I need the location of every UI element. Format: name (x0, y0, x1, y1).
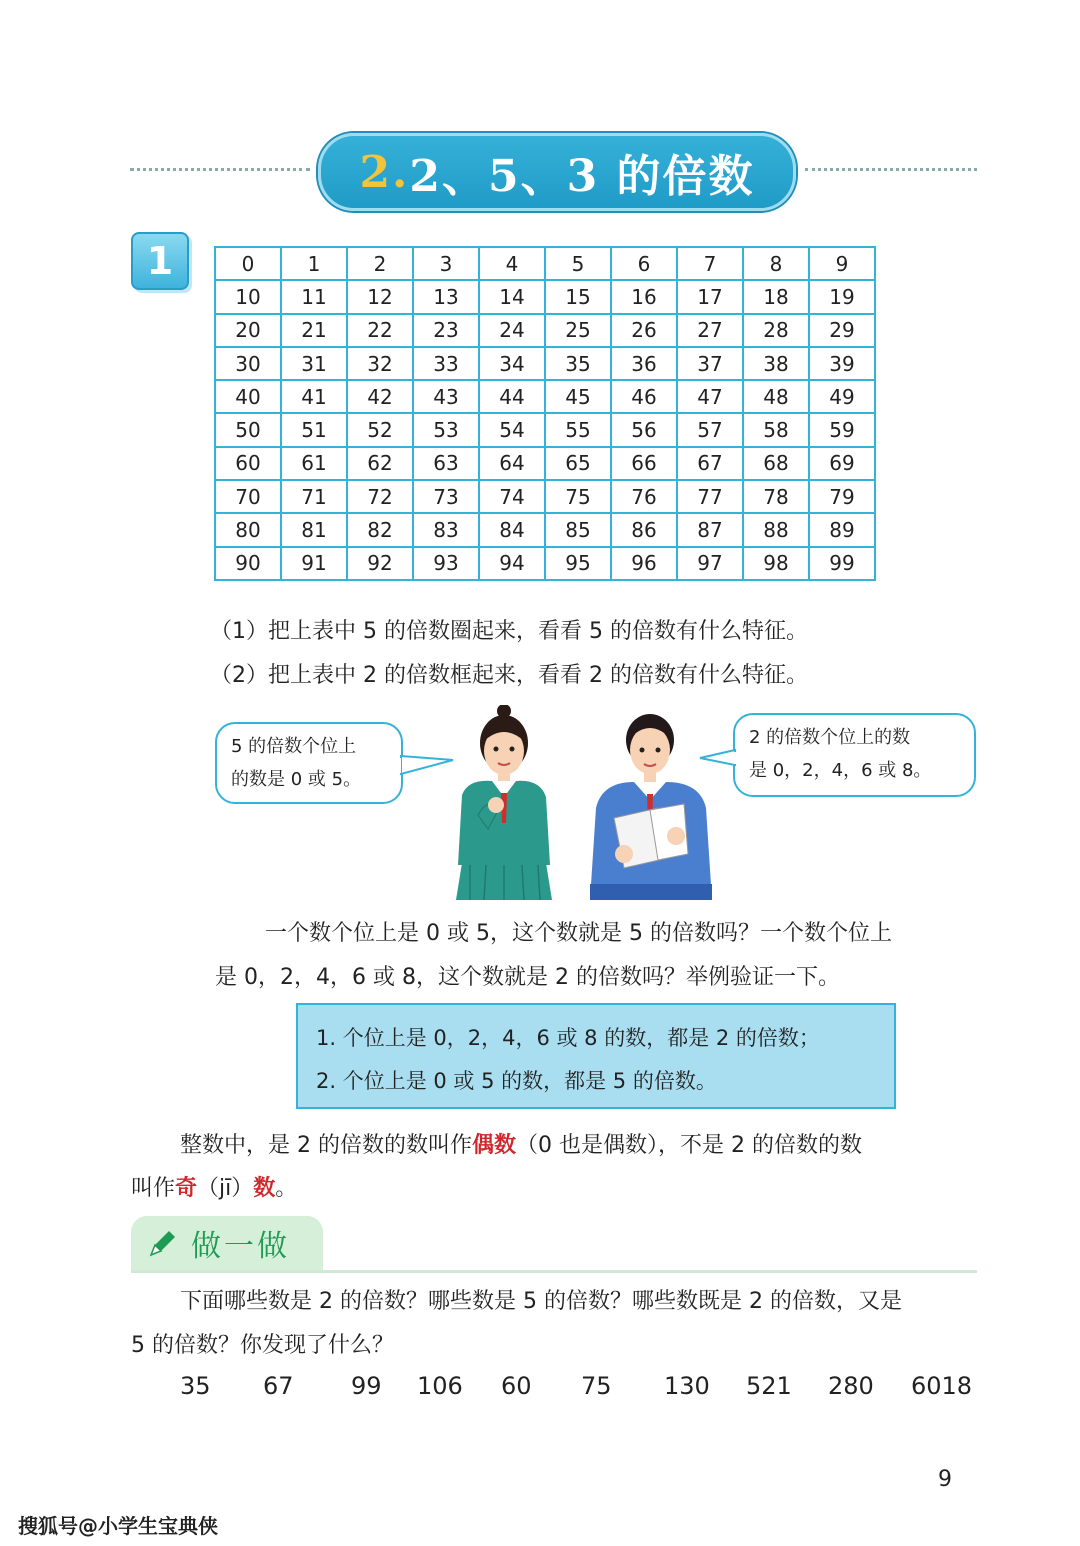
grid-cell: 98 (743, 547, 809, 580)
grid-cell: 19 (809, 280, 875, 313)
grid-cell: 8 (743, 247, 809, 280)
exercise-number: 75 (581, 1372, 612, 1400)
grid-cell: 64 (479, 447, 545, 480)
grid-cell: 43 (413, 380, 479, 413)
discussion-line-1: 一个数个位上是 0 或 5，这个数就是 5 的倍数吗？一个数个位上 (265, 921, 892, 946)
exercise-number: 280 (828, 1372, 874, 1400)
grid-cell: 46 (611, 380, 677, 413)
grid-cell: 87 (677, 513, 743, 546)
definition-text-a: 整数中，是 2 的倍数的数叫作 (180, 1133, 472, 1158)
exercise-number: 106 (417, 1372, 463, 1400)
grid-cell: 34 (479, 347, 545, 380)
grid-cell: 55 (545, 413, 611, 446)
grid-cell: 48 (743, 380, 809, 413)
grid-cell: 71 (281, 480, 347, 513)
grid-cell: 3 (413, 247, 479, 280)
definition-text-b: （0 也是偶数），不是 2 的倍数的数 (516, 1133, 862, 1158)
grid-cell: 90 (215, 547, 281, 580)
grid-cell: 65 (545, 447, 611, 480)
question-2: （2）把上表中 2 的倍数框起来，看看 2 的倍数有什么特征。 (210, 663, 808, 688)
even-number-term: 偶数 (471, 1133, 516, 1158)
grid-cell: 77 (677, 480, 743, 513)
grid-cell: 24 (479, 314, 545, 347)
grid-row (215, 347, 875, 380)
doit-prompt-line-1: 下面哪些数是 2 的倍数？哪些数是 5 的倍数？哪些数既是 2 的倍数，又是 (180, 1289, 902, 1314)
grid-cell: 61 (281, 447, 347, 480)
boy-student-illustration (588, 708, 718, 900)
grid-cell: 42 (347, 380, 413, 413)
grid-cell: 44 (479, 380, 545, 413)
grid-cell: 30 (215, 347, 281, 380)
grid-cell: 27 (677, 314, 743, 347)
grid-cell: 11 (281, 280, 347, 313)
grid-cell: 36 (611, 347, 677, 380)
grid-cell: 83 (413, 513, 479, 546)
grid-cell: 35 (545, 347, 611, 380)
discussion-line-2: 是 0，2，4，6 或 8，这个数就是 2 的倍数吗？举例验证一下。 (215, 965, 840, 990)
grid-row (215, 413, 875, 446)
grid-row (215, 314, 875, 347)
grid-cell: 15 (545, 280, 611, 313)
girl-student-illustration (448, 705, 560, 900)
exercise-number: 35 (180, 1372, 211, 1400)
bubble-right-line-2: 是 0，2，4，6 或 8。 (749, 760, 932, 781)
grid-cell: 94 (479, 547, 545, 580)
bubble-left-line-2: 的数是 0 或 5。 (231, 769, 362, 790)
grid-cell: 10 (215, 280, 281, 313)
grid-cell: 0 (215, 247, 281, 280)
grid-cell: 26 (611, 314, 677, 347)
lesson-title (318, 133, 796, 211)
grid-cell: 45 (545, 380, 611, 413)
grid-cell: 79 (809, 480, 875, 513)
grid-cell: 69 (809, 447, 875, 480)
grid-cell: 2 (347, 247, 413, 280)
grid-cell: 6 (611, 247, 677, 280)
rule-1: 1. 个位上是 0，2，4，6 或 8 的数，都是 2 的倍数； (316, 1026, 820, 1050)
rule-2: 2. 个位上是 0 或 5 的数，都是 5 的倍数。 (316, 1069, 717, 1093)
title-divider-left (130, 168, 310, 171)
grid-cell: 95 (545, 547, 611, 580)
grid-cell: 60 (215, 447, 281, 480)
grid-cell: 40 (215, 380, 281, 413)
grid-cell: 47 (677, 380, 743, 413)
grid-cell: 52 (347, 413, 413, 446)
grid-cell: 1 (281, 247, 347, 280)
lesson-title-text: 2、5、3 的倍数 (409, 151, 755, 202)
grid-cell: 66 (611, 447, 677, 480)
grid-cell: 58 (743, 413, 809, 446)
grid-cell: 74 (479, 480, 545, 513)
grid-cell: 56 (611, 413, 677, 446)
grid-row (215, 380, 875, 413)
bubble-left-tail (399, 754, 455, 778)
exercise-number: 60 (501, 1372, 532, 1400)
grid-cell: 86 (611, 513, 677, 546)
grid-cell: 92 (347, 547, 413, 580)
grid-cell: 85 (545, 513, 611, 546)
grid-row (215, 547, 875, 580)
grid-cell: 13 (413, 280, 479, 313)
exercise-number: 67 (263, 1372, 294, 1400)
rule-box (296, 1003, 896, 1109)
grid-cell: 50 (215, 413, 281, 446)
grid-cell: 22 (347, 314, 413, 347)
grid-cell: 88 (743, 513, 809, 546)
grid-cell: 38 (743, 347, 809, 380)
grid-cell: 4 (479, 247, 545, 280)
watermark: 搜狐号@小学生宝典侠 (18, 1514, 218, 1538)
grid-row (215, 280, 875, 313)
hundred-chart (214, 246, 876, 581)
grid-cell: 32 (347, 347, 413, 380)
exercise-number: 130 (664, 1372, 710, 1400)
doit-prompt-line-2: 5 的倍数？你发现了什么？ (131, 1333, 394, 1358)
exercise-number: 6018 (911, 1372, 973, 1400)
odd-number-term-char-2: 数 (253, 1176, 276, 1201)
grid-cell: 80 (215, 513, 281, 546)
grid-cell: 18 (743, 280, 809, 313)
doit-divider (131, 1270, 977, 1273)
grid-cell: 7 (677, 247, 743, 280)
grid-cell: 76 (611, 480, 677, 513)
exercise-number: 99 (351, 1372, 382, 1400)
grid-cell: 14 (479, 280, 545, 313)
grid-cell: 70 (215, 480, 281, 513)
grid-cell: 31 (281, 347, 347, 380)
grid-cell: 37 (677, 347, 743, 380)
grid-cell: 39 (809, 347, 875, 380)
doit-header (131, 1216, 323, 1270)
definition-text-c: 叫作 (131, 1176, 176, 1201)
definition-line-1 (180, 1128, 862, 1159)
grid-cell: 28 (743, 314, 809, 347)
grid-cell: 89 (809, 513, 875, 546)
speech-bubble-right (733, 713, 976, 797)
bubble-left-line-1: 5 的倍数个位上 (231, 736, 357, 757)
grid-cell: 25 (545, 314, 611, 347)
grid-cell: 33 (413, 347, 479, 380)
grid-row (215, 247, 875, 280)
grid-cell: 99 (809, 547, 875, 580)
grid-cell: 67 (677, 447, 743, 480)
grid-cell: 41 (281, 380, 347, 413)
odd-pinyin: （jī） (197, 1176, 254, 1201)
page-number: 9 (938, 1467, 952, 1492)
grid-cell: 96 (611, 547, 677, 580)
pencil-icon (147, 1227, 179, 1259)
grid-cell: 57 (677, 413, 743, 446)
grid-cell: 17 (677, 280, 743, 313)
grid-cell: 93 (413, 547, 479, 580)
grid-cell: 97 (677, 547, 743, 580)
lesson-number: 2. (359, 146, 410, 198)
grid-row (215, 447, 875, 480)
exercise-number: 521 (746, 1372, 792, 1400)
grid-cell: 5 (545, 247, 611, 280)
grid-cell: 29 (809, 314, 875, 347)
grid-row (215, 513, 875, 546)
grid-cell: 78 (743, 480, 809, 513)
grid-cell: 21 (281, 314, 347, 347)
grid-cell: 20 (215, 314, 281, 347)
grid-cell: 91 (281, 547, 347, 580)
definition-text-d: 。 (275, 1176, 298, 1201)
grid-cell: 16 (611, 280, 677, 313)
grid-cell: 51 (281, 413, 347, 446)
grid-cell: 73 (413, 480, 479, 513)
grid-cell: 49 (809, 380, 875, 413)
doit-label: 做一做 (191, 1229, 290, 1264)
grid-cell: 53 (413, 413, 479, 446)
title-divider-right (805, 168, 977, 171)
grid-cell: 54 (479, 413, 545, 446)
grid-cell: 9 (809, 247, 875, 280)
grid-cell: 62 (347, 447, 413, 480)
grid-cell: 63 (413, 447, 479, 480)
grid-cell: 23 (413, 314, 479, 347)
grid-cell: 59 (809, 413, 875, 446)
odd-number-term-char: 奇 (175, 1176, 198, 1201)
grid-cell: 84 (479, 513, 545, 546)
grid-cell: 75 (545, 480, 611, 513)
grid-cell: 72 (347, 480, 413, 513)
grid-cell: 68 (743, 447, 809, 480)
definition-line-2 (131, 1171, 297, 1202)
grid-cell: 12 (347, 280, 413, 313)
grid-cell: 81 (281, 513, 347, 546)
bubble-right-line-1: 2 的倍数个位上的数 (749, 727, 911, 748)
grid-cell: 82 (347, 513, 413, 546)
grid-row (215, 480, 875, 513)
speech-bubble-left (215, 722, 403, 804)
question-1: （1）把上表中 5 的倍数圈起来，看看 5 的倍数有什么特征。 (210, 619, 808, 644)
section-badge: 1 (131, 232, 189, 290)
